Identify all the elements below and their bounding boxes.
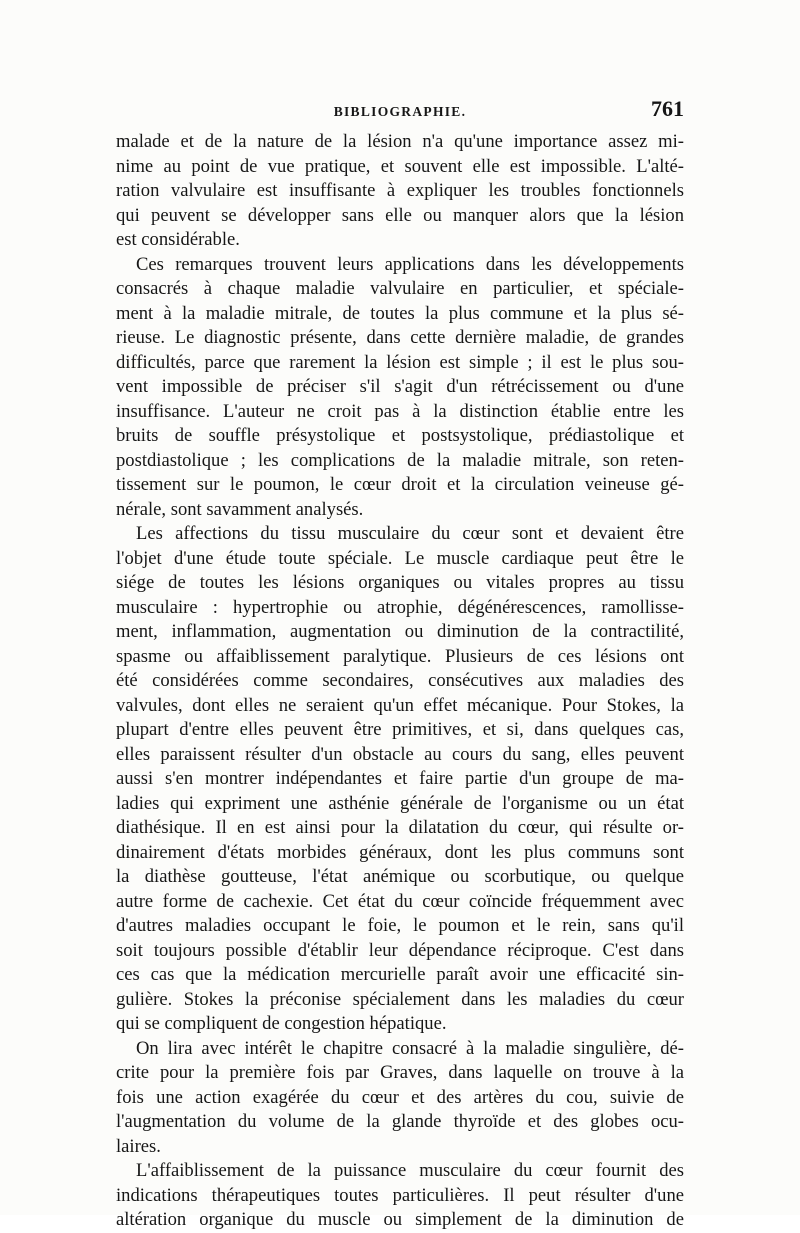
text-line: postdiastolique ; les complications de la maladie mitrale, son reten- <box>116 449 684 471</box>
text-line: ces cas que la médication mercurielle paraît avoir une efficacité sin- <box>116 964 684 985</box>
text-line: Les affections du tissu musculaire du cœur sont et devaient être <box>136 523 684 544</box>
text-line: qui peuvent se développer sans elle ou manquer alors que la lésion <box>116 204 684 226</box>
text-line: dinairement d'états morbides généraux, dont les plus communs sont <box>116 841 684 863</box>
text-line: spasme ou affaiblissement paralytique. Plusieurs de ces lésions ont <box>116 645 684 667</box>
text-line: Ces remarques trouvent leurs applications dans les développements <box>136 253 684 275</box>
text-line: la diathèse goutteuse, l'état anémique ou scorbutique, ou quelque <box>116 866 684 887</box>
body-text <box>116 130 684 1233</box>
text-line: qui se compliquent de congestion hépatique. <box>116 1013 447 1034</box>
text-line: soit toujours possible d'établir leur dépendance réciproque. C'est dans <box>116 939 684 961</box>
text-line: On lira avec intérêt le chapitre consacré à la maladie singulière, dé- <box>136 1037 684 1059</box>
text-line: plupart d'entre elles peuvent être primitives, et si, dans quelques cas, <box>116 719 684 740</box>
paragraph <box>116 253 684 523</box>
text-line: vent impossible de préciser s'il s'agit d'un rétrécissement ou d'une <box>116 376 684 397</box>
text-line: musculaire : hypertrophie ou atrophie, dégénérescences, ramollisse- <box>116 596 684 618</box>
text-line: difficultés, parce que rarement la lésion est simple ; il est le plus sou- <box>116 351 684 373</box>
text-line: insuffisance. L'auteur ne croit pas à la distinction établie entre les <box>116 400 684 422</box>
text-line: d'autres maladies occupant le foie, le poumon et le rein, sans qu'il <box>116 915 684 936</box>
page-number: 761 <box>651 96 684 121</box>
text-line: malade et de la nature de la lésion n'a qu'une importance assez mi- <box>116 131 684 152</box>
text-line: L'affaiblissement de la puissance musculaire du cœur fournit des <box>136 1160 684 1181</box>
text-line: été considérées comme secondaires, consécutives aux maladies des <box>116 670 684 691</box>
text-line: l'augmentation du volume de la glande thyroïde et des globes ocu- <box>116 1111 684 1132</box>
text-line: aussi s'en montrer indépendantes et faire partie d'un groupe de ma- <box>116 768 684 789</box>
text-line: elles paraissent résulter d'un obstacle au cours du sang, elles peuvent <box>116 743 684 765</box>
text-line: diathésique. Il en est ainsi pour la dilatation du cœur, qui résulte or- <box>116 817 684 838</box>
paragraph <box>116 130 684 253</box>
text-line: ration valvulaire est insuffisante à expliquer les troubles fonctionnels <box>116 180 684 201</box>
paragraph <box>116 1159 684 1233</box>
text-line: valvules, dont elles ne seraient qu'un effet mécanique. Pour Stokes, la <box>116 694 684 716</box>
running-head <box>116 96 684 130</box>
text-line: ment, inflammation, augmentation ou diminution de la contractilité, <box>116 621 684 642</box>
text-line: crite pour la première fois par Graves, dans laquelle on trouve à la <box>116 1062 684 1083</box>
text-line: indications thérapeutiques toutes particulières. Il peut résulter d'une <box>116 1184 684 1206</box>
text-line: fois une action exagérée du cœur et des artères du cou, suivie de <box>116 1086 684 1108</box>
text-line: rieuse. Le diagnostic présente, dans cette dernière maladie, de grandes <box>116 327 684 348</box>
text-line: nime au point de vue pratique, et souvent elle est impossible. L'alté- <box>116 155 684 177</box>
text-line: bruits de souffle présystolique et postsystolique, prédiastolique et <box>116 425 684 446</box>
text-line: tissement sur le poumon, le cœur droit et la circulation veineuse gé- <box>116 474 684 495</box>
text-line: altération organique du muscle ou simplement de la diminution de <box>116 1209 684 1230</box>
text-line: gulière. Stokes la préconise spécialement dans les maladies du cœur <box>116 988 684 1010</box>
text-line: laires. <box>116 1135 161 1157</box>
text-line: ment à la maladie mitrale, de toutes la plus commune et la plus sé- <box>116 302 684 324</box>
text-line: est considérable. <box>116 229 240 250</box>
paragraph <box>116 522 684 1037</box>
text-line: l'objet d'une étude toute spéciale. Le muscle cardiaque peut être le <box>116 547 684 569</box>
paragraph <box>116 1037 684 1160</box>
text-line: autre forme de cachexie. Cet état du cœur coïncide fréquemment avec <box>116 890 684 912</box>
text-line: siége de toutes les lésions organiques ou vitales propres au tissu <box>116 572 684 593</box>
text-line: nérale, sont savamment analysés. <box>116 498 364 520</box>
text-line: ladies qui expriment une asthénie générale de l'organisme ou un état <box>116 792 684 814</box>
running-title: BIBLIOGRAPHIE. <box>333 104 467 119</box>
text-line: consacrés à chaque maladie valvulaire en particulier, et spéciale- <box>116 278 684 299</box>
